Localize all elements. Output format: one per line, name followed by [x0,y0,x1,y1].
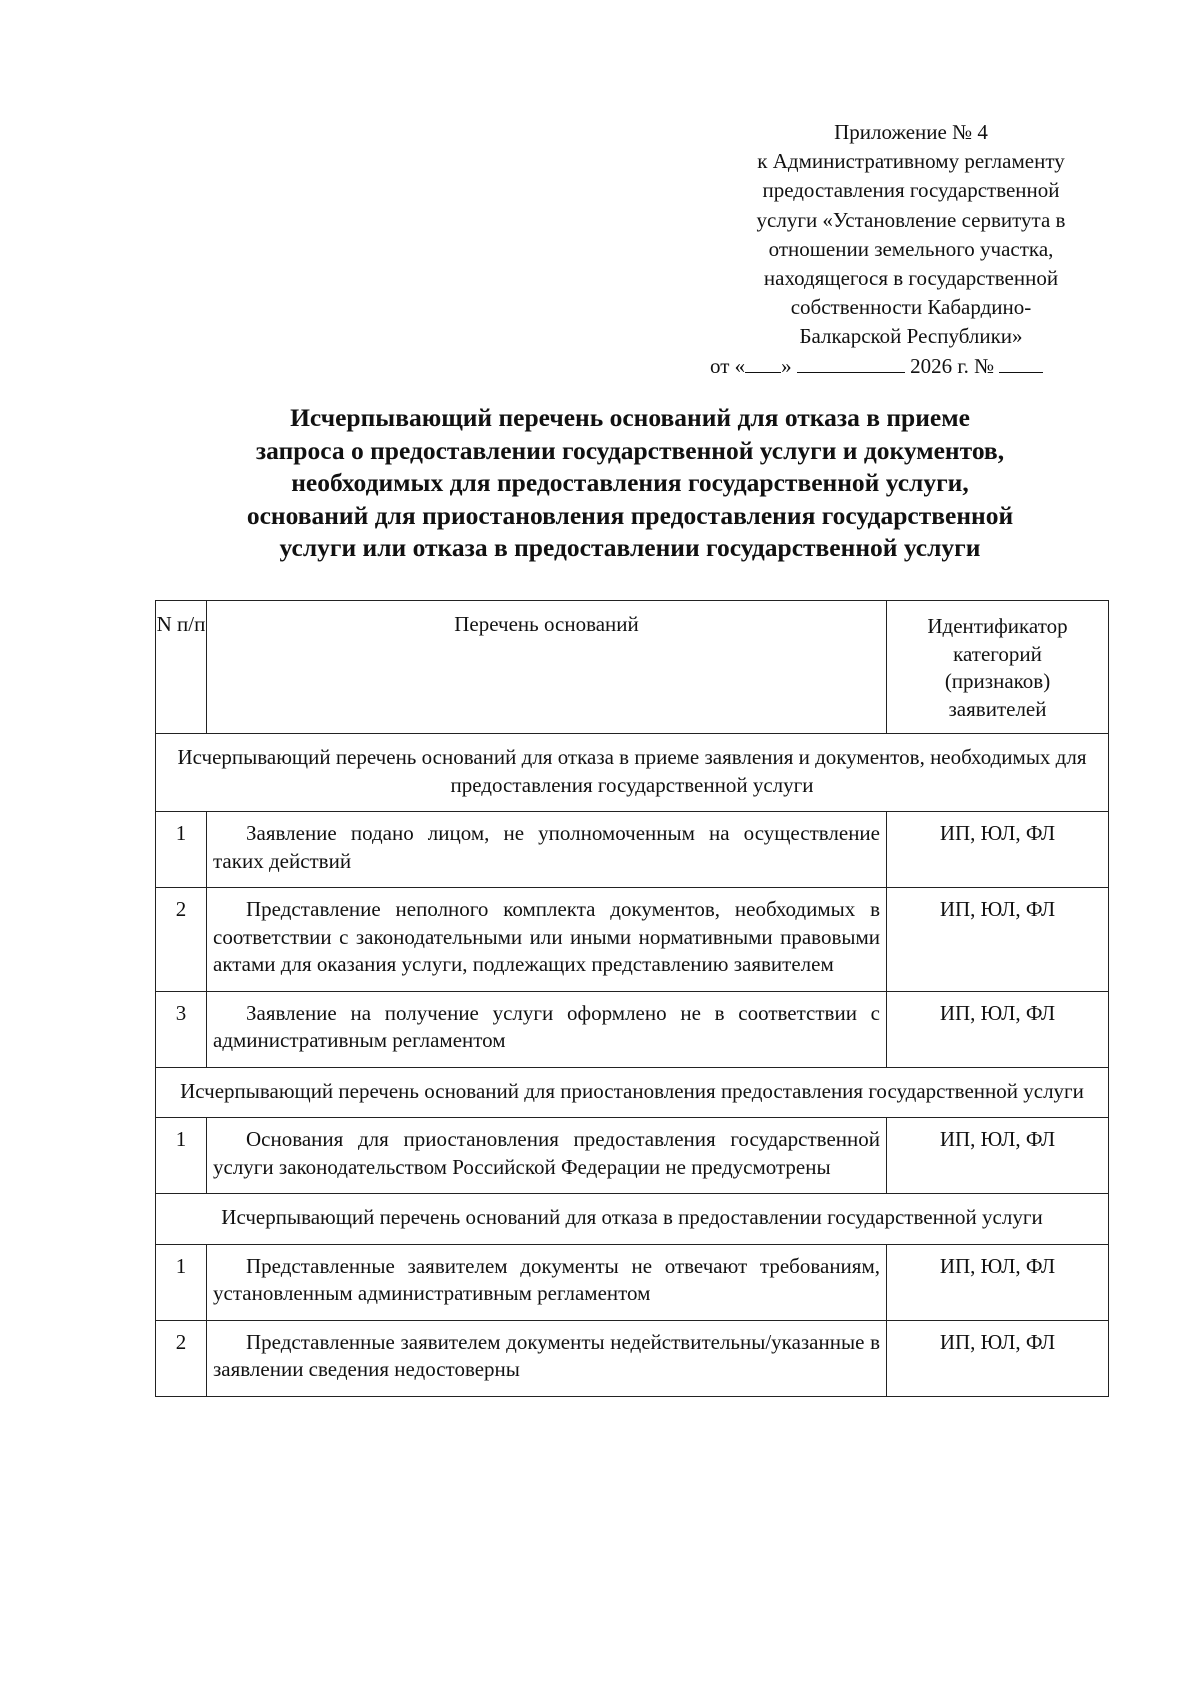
row-num: 2 [156,1320,207,1396]
row-text: Представленные заявителем документы недействительны/указанные в заявлении сведения недостоверны [207,1320,887,1396]
day-blank [745,354,781,373]
appendix-line: к Административному регламенту [757,149,1065,174]
header-identifier [887,601,1109,734]
row-num: 1 [156,1118,207,1194]
row-text: Представленные заявителем документы не отвечают требованиям, установленным административным регламентом [207,1244,887,1320]
section-row [156,734,1109,812]
row-identifier: ИП, ЮЛ, ФЛ [887,1320,1109,1396]
appendix-line: предоставления государственной [762,178,1060,203]
section-title: Исчерпывающий перечень оснований для отказа в приеме заявления и документов, необходимых для предоставления государственной услуги [156,734,1109,812]
appendix-line: Балкарской Республики» [799,324,1023,349]
header-num: N п/п [156,601,207,734]
section-row [156,1067,1109,1118]
header-id-line: (признаков) [944,669,1051,693]
row-identifier: ИП, ЮЛ, ФЛ [887,1118,1109,1194]
table-row [156,1244,1109,1320]
title-line: Исчерпывающий перечень оснований для отказа в приеме [290,403,970,432]
title-line: необходимых для предоставления государственной услуги, [291,468,969,497]
row-text: Представление неполного комплекта документов, необходимых в соответствии с законодательными или иными нормативными правовыми актами для оказания услуги, подлежащих представлению заявителем [207,888,887,992]
date-year: 2026 г. № [910,353,995,378]
appendix-line: находящегося в государственной [763,266,1059,291]
grounds-table [155,600,1109,1397]
header-id-line: заявителей [948,696,1047,721]
table-row [156,812,1109,888]
section-title: Исчерпывающий перечень оснований для приостановления предоставления государственной услуги [156,1067,1109,1118]
title-line: услуги или отказа в предоставлении государственной услуги [279,533,981,562]
section-title: Исчерпывающий перечень оснований для отказа в предоставлении государственной услуги [156,1194,1109,1245]
table-row [156,991,1109,1067]
month-blank [797,354,905,373]
document-title [160,402,1100,565]
header-id-line: Идентификатор [927,614,1068,638]
header-id-line: категорий [953,641,1042,666]
table-row [156,888,1109,992]
row-num: 2 [156,888,207,992]
appendix-line: Приложение № 4 [834,120,988,144]
title-line: запроса о предоставлении государственной услуги и документов, [255,435,1005,465]
row-identifier: ИП, ЮЛ, ФЛ [887,812,1109,888]
row-num: 1 [156,1244,207,1320]
table-row [156,1118,1109,1194]
row-num: 1 [156,812,207,888]
row-text: Заявление на получение услуги оформлено не в соответствии с административным регламентом [207,991,887,1067]
appendix-line: отношении земельного участка, [768,236,1054,261]
table-row [156,1320,1109,1396]
row-identifier: ИП, ЮЛ, ФЛ [887,1244,1109,1320]
appendix-line: собственности Кабардино- [790,295,1032,320]
section-row [156,1194,1109,1245]
row-text: Основания для приостановления предоставления государственной услуги законодательством Российской Федерации не предусмотрены [207,1118,887,1194]
appendix-block [710,118,1106,381]
appendix-date-line [710,352,1106,381]
table-header-row [156,601,1109,734]
date-quote: » [781,353,792,378]
row-identifier: ИП, ЮЛ, ФЛ [887,888,1109,992]
date-prefix: от « [710,353,746,378]
row-identifier: ИП, ЮЛ, ФЛ [887,991,1109,1067]
row-text: Заявление подано лицом, не уполномоченным на осуществление таких действий [207,812,887,888]
row-num: 3 [156,991,207,1067]
appendix-line: услуги «Установление сервитута в [756,207,1066,232]
title-line: оснований для приостановления предоставления государственной [246,500,1014,530]
number-blank [999,354,1043,373]
header-grounds: Перечень оснований [207,601,887,734]
